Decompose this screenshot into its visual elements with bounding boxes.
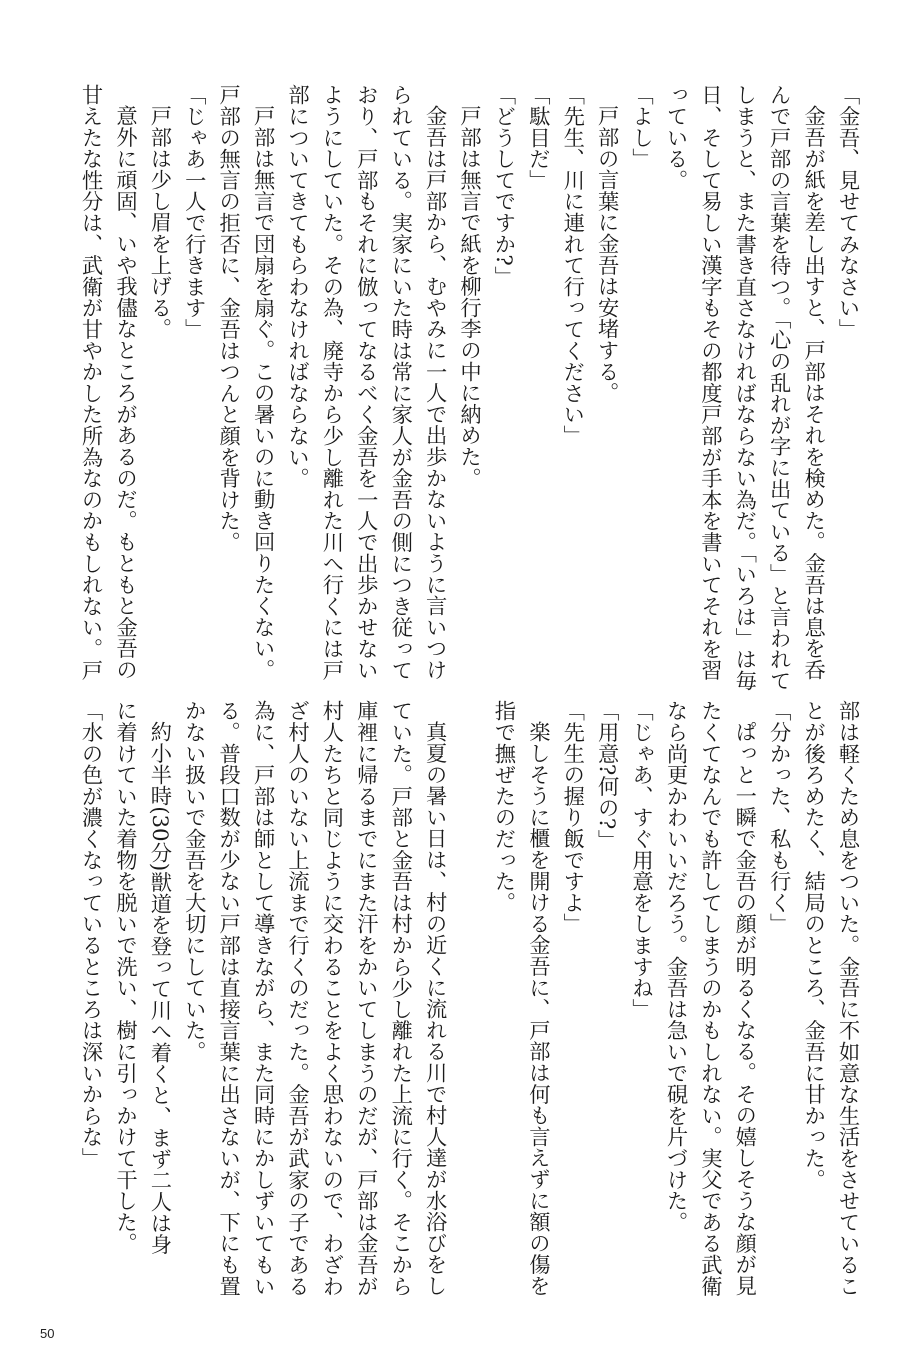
text-line	[451, 700, 485, 1260]
text-line: ぱっと一瞬で金吾の顔が明るくなる。その嬉しそうな顔が見	[731, 721, 757, 1297]
text-line: 村人たちと同じように交わることをよく思わないので、わざわ	[318, 700, 344, 1297]
text-line: 甘えたな性分は、武衛が甘やかした所為なのかもしれない。戸	[78, 84, 104, 681]
text-line: ていた。戸部と金吾は村から少し離れた上流に行く。そこから	[387, 700, 413, 1297]
text-line: しまうと、また書き直さなければならない為だ。「いろは」は毎	[731, 84, 757, 692]
text-line: 部についてきてもらわなければならない。	[284, 84, 310, 489]
text-line: 戸部は無言で団扇を扇ぐ。この暑いのに動き回りたくない。	[250, 105, 276, 681]
text-line: 庫裡に帰るまでにまた汗をかいてしまうのだが、戸部は金吾が	[353, 700, 379, 1297]
text-line: 「分かった、私も行く」	[766, 700, 792, 935]
text-line: 真夏の暑い日は、村の近くに流れる川で村人達が水浴びをし	[422, 721, 448, 1297]
text-line: 「じゃあ一人で行きます」	[181, 84, 207, 340]
text-line: おり、戸部もそれに倣ってなるべく金吾を一人で出歩かせない	[353, 84, 379, 681]
text-line: 楽しそうに櫃を開ける金吾に、戸部は何も言えずに額の傷を	[525, 721, 551, 1297]
text-line: なら尚更かわいいだろう。金吾は急いで硯を片づけた。	[662, 700, 688, 1233]
text-block-bottom	[73, 700, 864, 1297]
text-line: 金吾は戸部から、むやみに一人で出歩かないように言いつけ	[422, 105, 448, 681]
text-line: 「用意?何の?」	[594, 700, 620, 851]
text-line: 戸部の言葉に金吾は安堵する。	[594, 105, 620, 404]
text-line: ようにしていた。その為、廃寺から少し離れた川へ行くには戸	[318, 84, 344, 681]
text-line: とが後ろめたく、結局のところ、金吾に甘かった。	[800, 700, 826, 1190]
text-line: 指で撫ぜたのだった。	[490, 700, 516, 913]
text-line: る。普段口数が少ない戸部は直接言葉に出さないが、下にも置	[215, 700, 241, 1297]
text-line: 「水の色が濃くなっているところは深いからな」	[78, 700, 104, 1169]
text-line: 「先生の握り飯ですよ」	[559, 700, 585, 935]
text-line: 戸部は少し眉を上げる。	[146, 105, 172, 340]
text-line: っている。	[662, 84, 688, 191]
page-number: 50	[40, 1326, 55, 1341]
text-line: 「どうしてですか?」	[490, 84, 516, 288]
text-line: かない扱いで金吾を大切にしていた。	[181, 700, 207, 1063]
text-line: たくてなんでも許してしまうのかもしれない。実父である武衛	[697, 700, 723, 1297]
text-line: 為に、戸部は師として導きながら、また同時にかしずいてもい	[250, 700, 276, 1297]
text-line: 約小半時(30分)獣道を登って川へ着くと、まず二人は身	[146, 721, 172, 1255]
text-line: 「じゃあ、すぐ用意をしますね」	[628, 700, 654, 1020]
text-line: 戸部の無言の拒否に、金吾はつんと顔を背けた。	[215, 84, 241, 553]
text-line: 「金吾、見せてみなさい」	[835, 84, 860, 340]
text-line: られている。実家にいた時は常に家人が金吾の側につき従って	[387, 84, 413, 681]
text-line: に着けていた着物を脱いで洗い、樹に引っかけて干した。	[112, 700, 138, 1254]
text-line: 金吾が紙を差し出すと、戸部はそれを検めた。金吾は息を呑	[800, 105, 826, 681]
text-line: 戸部は無言で紙を柳行李の中に納めた。	[456, 105, 482, 489]
text-line: 意外に頑固、いや我儘なところがあるのだ。もともと金吾の	[112, 105, 138, 681]
text-line: 「駄目だ」	[525, 84, 551, 191]
text-line: 日、そして易しい漢字もその都度戸部が手本を書いてそれを習	[697, 84, 723, 681]
text-line: 部は軽くため息をついた。金吾に不如意な生活をさせているこ	[835, 700, 860, 1297]
text-line: んで戸部の言葉を待つ。「心の乱れが字に出ている」と言われて	[766, 84, 792, 692]
text-line: 「先生、川に連れて行ってください」	[559, 84, 585, 447]
text-block-top	[73, 84, 864, 692]
text-line: ざ村人のいない上流まで行くのだった。金吾が武家の子である	[284, 700, 310, 1297]
text-line: 「よし」	[628, 84, 654, 170]
